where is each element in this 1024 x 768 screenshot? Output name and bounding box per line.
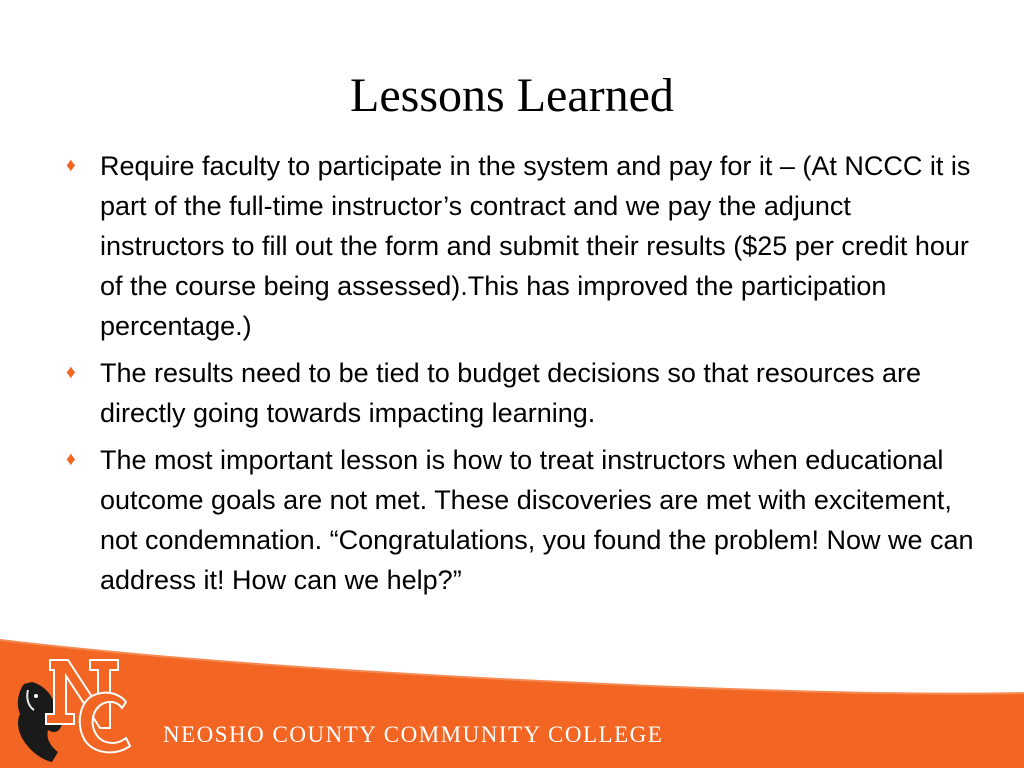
bullet-text: The results need to be tied to budget decisions so that resources are directly going towards impacting learning. [100,358,921,428]
diamond-bullet-icon: ♦ [66,155,76,176]
bullet-text: Require faculty to participate in the system and pay for it – (At NCCC it is part of the full-time instructor’s contract and we pay the adjunct instructors to fill out the form and submit their results ($25 per credit hour of the course being assessed).This has improved the participation percentage.) [100,151,971,341]
slide-title: Lessons Learned [350,69,674,122]
diamond-bullet-icon: ♦ [66,362,76,383]
bullet-text: The most important lesson is how to treat instructors when educational outcome goals are not met. These discoveries are met with excitement, not condemnation. “Congratulations, you found the problem! Now we can address it! How can we help?” [100,445,974,595]
nc-panther-logo-icon [6,648,156,766]
college-name: NEOSHO COUNTY COMMUNITY COLLEGE [163,722,664,747]
diamond-bullet-icon: ♦ [66,449,76,470]
